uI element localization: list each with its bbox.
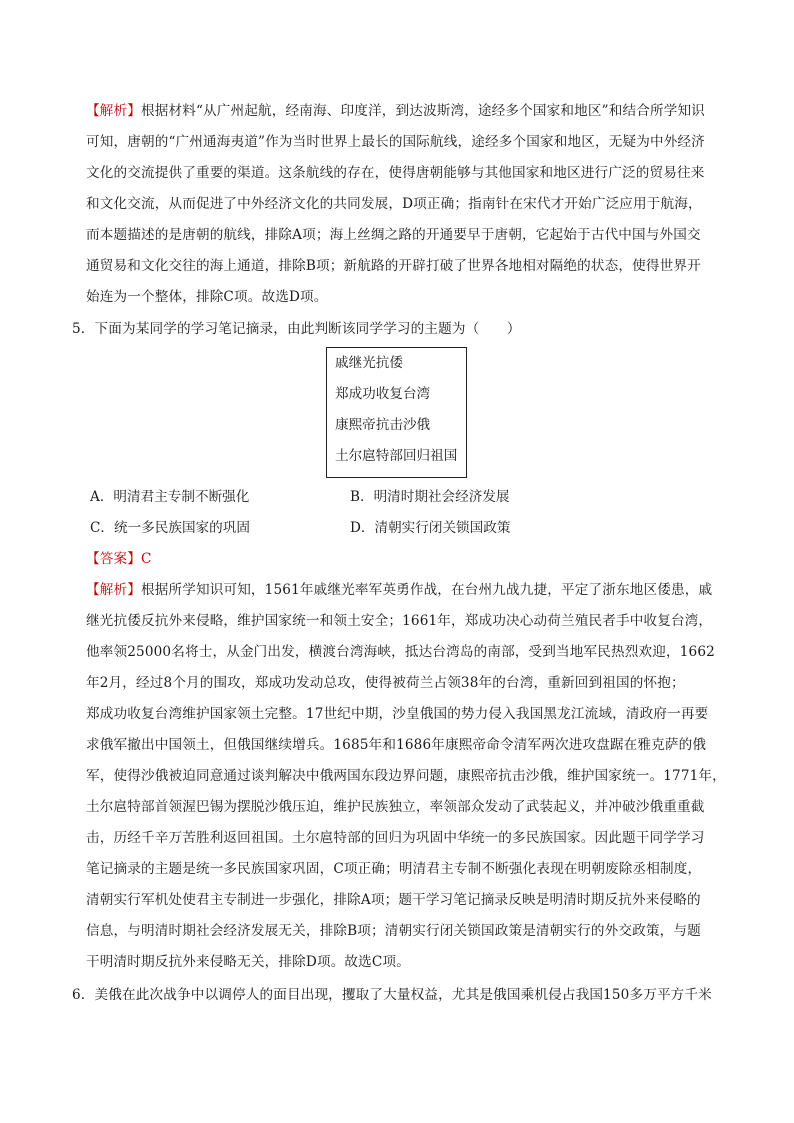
answer-value: C: [140, 551, 152, 567]
q4-analysis-line: 而本题描述的是唐朝的航线，排除A项；海上丝绸之路的开通要早于唐朝，它起始于古代中国与外国交: [86, 227, 701, 243]
note-item: 戚继光抗倭: [335, 355, 403, 371]
q5-analysis: [86, 575, 736, 978]
q4-analysis-line: 通贸易和文化交往的海上通道，排除B项；新航路的开辟打破了世界各地相对隔绝的状态，使得世界开: [86, 258, 701, 274]
q4-analysis-line: 始连为一个整体，排除C项。故选D项。: [86, 289, 328, 305]
q5-analysis-line: 军，使得沙俄被迫同意通过谈判解决中俄两国东段边界问题，康熙帝抗击沙俄，维护国家统一。1771年，: [86, 768, 726, 784]
note-item: 康熙帝抗击沙俄: [335, 417, 431, 433]
q5-analysis-line: 他率领25000名将士，从金门出发，横渡台湾海峡，抵达台湾岛的南部，受到当地军民热烈欢迎，1662: [86, 644, 715, 660]
q4-analysis-line: 可知，唐朝的“广州通海夷道”作为当时世界上最长的国际航线，途经多个国家和地区，无疑为中外经济: [86, 134, 705, 150]
q5-analysis-line: 清朝实行军机处使君主专制进一步强化，排除A项；题干学习笔记摘录反映是明清时期反抗外来侵略的: [86, 892, 701, 908]
q5-analysis-line: 郑成功收复台湾维护国家领土完整。17世纪中期，沙皇俄国的势力侵入我国黑龙江流域，清政府一再要: [86, 706, 709, 722]
analysis-tag: 【解析】: [86, 582, 141, 598]
q4-analysis: [86, 96, 736, 313]
note-item: 郑成功收复台湾: [335, 386, 431, 402]
q5-analysis-line: 击，历经千辛万苦胜利返回祖国。土尔扈特部的回归为巩固中华统一的多民族国家。因此题干同学学习: [86, 830, 705, 846]
q4-analysis-line: 文化的交流提供了重要的渠道。这条航线的存在，使得唐朝能够与其他国家和地区进行广泛的贸易往来: [86, 165, 705, 181]
q5-answer: [86, 544, 736, 575]
option-a: A．明清君主专制不断强化: [90, 489, 250, 505]
q5-stem: 5．下面为某同学的学习笔记摘录，由此判断该同学学习的主题为（ ）: [72, 321, 521, 337]
option-c: C．统一多民族国家的巩固: [90, 520, 250, 536]
q5-analysis-line: 求俄军撤出中国领土，但俄国继续增兵。1685年和1686年康熙帝命令清军两次进攻盘踞在雅克萨的俄: [86, 737, 707, 753]
q5-analysis-line: 土尔扈特部首领渥巴锡为摆脱沙俄压迫，维护民族独立，率领部众发动了武装起义，并冲破沙俄重重截: [86, 799, 705, 815]
analysis-tag: 【解析】: [86, 103, 141, 119]
note-item: 土尔扈特部回归祖国: [335, 448, 458, 464]
q5-analysis-line: 年2月，经过8个月的围攻，郑成功发动总攻，使得被荷兰占领38年的台湾，重新回到祖国的怀抱；: [86, 675, 685, 691]
q4-analysis-line: 和文化交流，从而促进了中外经济文化的共同发展，D项正确；指南针在宋代才开始广泛应用于航海，: [86, 196, 702, 212]
q5-analysis-line: 信息，与明清时期社会经济发展无关，排除B项；清朝实行闭关锁国政策是清朝实行的外交政策，与题: [86, 923, 701, 939]
option-d: D．清朝实行闭关锁国政策: [350, 520, 511, 536]
q5-analysis-line: 【解析】根据所学知识可知，1561年戚继光率军英勇作战，在台州九战九捷，平定了浙东地区倭患，戚: [86, 582, 713, 598]
q5-analysis-line: 笔记摘录的主题是统一多民族国家巩固，C项正确；明清君主专制不断强化表现在明朝废除丞相制度，: [86, 861, 702, 877]
notes-box: [326, 347, 467, 478]
q5-analysis-line: 干明清时期反抗外来侵略无关，排除D项。故选C项。: [86, 954, 410, 970]
q5-analysis-line: 继光抗倭反抗外来侵略，维护国家统一和领土安全；1661年，郑成功决心动荷兰殖民者手中收复台湾，: [86, 613, 713, 629]
q6-stem: 6．美俄在此次战争中以调停人的面目出现，攫取了大量权益，尤其是俄国乘机侵占我国150多万平方千米: [72, 987, 712, 1003]
answer-tag: 【答案】: [86, 551, 141, 567]
q4-analysis-line: 【解析】根据材料“从广州起航，经南海、印度洋，到达波斯湾，途经多个国家和地区”和结合所学知识: [86, 103, 705, 119]
option-b: B．明清时期社会经济发展: [350, 489, 510, 505]
